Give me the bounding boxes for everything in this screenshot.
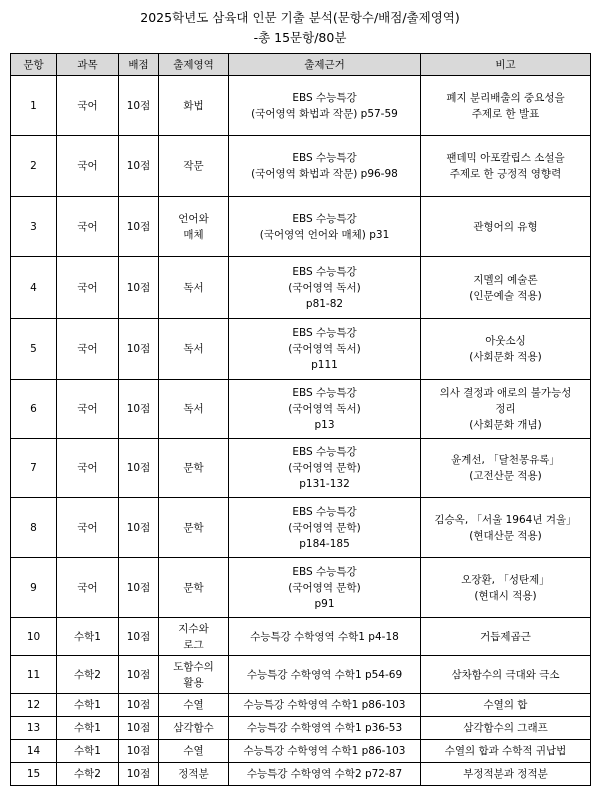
cell-subject: 국어 bbox=[57, 319, 119, 380]
table-row bbox=[11, 763, 591, 786]
cell-subject: 국어 bbox=[57, 498, 119, 558]
cell-basis: 수능특강 수학영역 수학1 p4-18 bbox=[229, 618, 421, 656]
cell-number: 15 bbox=[11, 763, 57, 786]
cell-number: 1 bbox=[11, 76, 57, 136]
cell-note: 관형어의 유형 bbox=[421, 197, 591, 257]
table-row bbox=[11, 498, 591, 558]
cell-number: 3 bbox=[11, 197, 57, 257]
cell-number: 7 bbox=[11, 439, 57, 498]
cell-area: 언어와 매체 bbox=[159, 197, 229, 257]
cell-note: 삼각함수의 그래프 bbox=[421, 717, 591, 740]
cell-number: 8 bbox=[11, 498, 57, 558]
cell-note: 삼차함수의 극대와 극소 bbox=[421, 656, 591, 694]
cell-area: 지수와 로그 bbox=[159, 618, 229, 656]
table-row bbox=[11, 197, 591, 257]
cell-subject: 국어 bbox=[57, 76, 119, 136]
cell-score: 10점 bbox=[119, 618, 159, 656]
table-row bbox=[11, 257, 591, 319]
cell-basis: EBS 수능특강 (국어영역 문학) p91 bbox=[229, 558, 421, 618]
cell-subject: 수학1 bbox=[57, 618, 119, 656]
cell-score: 10점 bbox=[119, 763, 159, 786]
cell-score: 10점 bbox=[119, 380, 159, 439]
cell-subject: 수학1 bbox=[57, 717, 119, 740]
cell-area: 수열 bbox=[159, 740, 229, 763]
cell-area: 독서 bbox=[159, 380, 229, 439]
column-header-basis: 출제근거 bbox=[229, 54, 421, 76]
cell-basis: 수능특강 수학영역 수학1 p86-103 bbox=[229, 694, 421, 717]
cell-score: 10점 bbox=[119, 694, 159, 717]
cell-area: 문학 bbox=[159, 558, 229, 618]
cell-score: 10점 bbox=[119, 439, 159, 498]
cell-subject: 수학2 bbox=[57, 656, 119, 694]
cell-basis: EBS 수능특강 (국어영역 문학) p131-132 bbox=[229, 439, 421, 498]
cell-subject: 수학1 bbox=[57, 740, 119, 763]
table-row bbox=[11, 618, 591, 656]
table-row bbox=[11, 740, 591, 763]
cell-note: 오장환, 「성탄제」 (현대시 적용) bbox=[421, 558, 591, 618]
cell-subject: 국어 bbox=[57, 197, 119, 257]
column-header-note: 비고 bbox=[421, 54, 591, 76]
cell-area: 수열 bbox=[159, 694, 229, 717]
table-row bbox=[11, 717, 591, 740]
cell-basis: 수능특강 수학영역 수학1 p36-53 bbox=[229, 717, 421, 740]
cell-area: 문학 bbox=[159, 439, 229, 498]
cell-number: 9 bbox=[11, 558, 57, 618]
page-subtitle: -총 15문항/80분 bbox=[253, 30, 347, 45]
table-row bbox=[11, 380, 591, 439]
cell-basis: 수능특강 수학영역 수학1 p54-69 bbox=[229, 656, 421, 694]
cell-number: 6 bbox=[11, 380, 57, 439]
cell-basis: 수능특강 수학영역 수학2 p72-87 bbox=[229, 763, 421, 786]
cell-subject: 국어 bbox=[57, 257, 119, 319]
cell-note: 윤계선, 「달천몽유록」 (고전산문 적용) bbox=[421, 439, 591, 498]
table-row bbox=[11, 76, 591, 136]
cell-score: 10점 bbox=[119, 656, 159, 694]
cell-area: 삼각함수 bbox=[159, 717, 229, 740]
cell-subject: 국어 bbox=[57, 380, 119, 439]
cell-score: 10점 bbox=[119, 558, 159, 618]
cell-basis: EBS 수능특강 (국어영역 문학) p184-185 bbox=[229, 498, 421, 558]
cell-basis: 수능특강 수학영역 수학1 p86-103 bbox=[229, 740, 421, 763]
cell-note: 거듭제곱근 bbox=[421, 618, 591, 656]
cell-subject: 국어 bbox=[57, 136, 119, 197]
column-header-score: 배점 bbox=[119, 54, 159, 76]
cell-subject: 수학1 bbox=[57, 694, 119, 717]
cell-note: 의사 결정과 애로의 불가능성 정리 (사회문화 개념) bbox=[421, 380, 591, 439]
cell-note: 아웃소싱 (사회문화 적용) bbox=[421, 319, 591, 380]
cell-subject: 국어 bbox=[57, 558, 119, 618]
cell-score: 10점 bbox=[119, 76, 159, 136]
cell-basis: EBS 수능특강 (국어영역 독서) p111 bbox=[229, 319, 421, 380]
cell-score: 10점 bbox=[119, 136, 159, 197]
cell-number: 14 bbox=[11, 740, 57, 763]
cell-note: 김승옥, 「서울 1964년 겨울」 (현대산문 적용) bbox=[421, 498, 591, 558]
cell-note: 수열의 합 bbox=[421, 694, 591, 717]
cell-basis: EBS 수능특강 (국어영역 언어와 매체) p31 bbox=[229, 197, 421, 257]
table-row bbox=[11, 656, 591, 694]
cell-area: 작문 bbox=[159, 136, 229, 197]
cell-basis: EBS 수능특강 (국어영역 화법과 작문) p96-98 bbox=[229, 136, 421, 197]
analysis-table bbox=[10, 53, 591, 786]
cell-number: 11 bbox=[11, 656, 57, 694]
cell-number: 13 bbox=[11, 717, 57, 740]
cell-number: 10 bbox=[11, 618, 57, 656]
cell-number: 12 bbox=[11, 694, 57, 717]
cell-note: 수열의 합과 수학적 귀납법 bbox=[421, 740, 591, 763]
cell-basis: EBS 수능특강 (국어영역 화법과 작문) p57-59 bbox=[229, 76, 421, 136]
cell-note: 폐지 분리배출의 중요성을 주제로 한 발표 bbox=[421, 76, 591, 136]
cell-score: 10점 bbox=[119, 498, 159, 558]
cell-note: 부정적분과 정적분 bbox=[421, 763, 591, 786]
column-header-number: 문항 bbox=[11, 54, 57, 76]
column-header-subject: 과목 bbox=[57, 54, 119, 76]
cell-score: 10점 bbox=[119, 740, 159, 763]
cell-subject: 수학2 bbox=[57, 763, 119, 786]
cell-area: 독서 bbox=[159, 319, 229, 380]
table-row bbox=[11, 319, 591, 380]
table-row bbox=[11, 439, 591, 498]
cell-area: 문학 bbox=[159, 498, 229, 558]
cell-area: 독서 bbox=[159, 257, 229, 319]
table-row bbox=[11, 136, 591, 197]
cell-score: 10점 bbox=[119, 257, 159, 319]
cell-subject: 국어 bbox=[57, 439, 119, 498]
cell-area: 화법 bbox=[159, 76, 229, 136]
cell-area: 도함수의 활용 bbox=[159, 656, 229, 694]
cell-score: 10점 bbox=[119, 717, 159, 740]
cell-score: 10점 bbox=[119, 319, 159, 380]
cell-area: 정적분 bbox=[159, 763, 229, 786]
cell-number: 5 bbox=[11, 319, 57, 380]
table-row bbox=[11, 694, 591, 717]
cell-basis: EBS 수능특강 (국어영역 독서) p81-82 bbox=[229, 257, 421, 319]
cell-number: 4 bbox=[11, 257, 57, 319]
page-title: 2025학년도 삼육대 인문 기출 분석(문항수/배점/출제영역) bbox=[140, 10, 460, 25]
cell-note: 지멜의 예술론 (인문예술 적용) bbox=[421, 257, 591, 319]
table-row bbox=[11, 558, 591, 618]
cell-basis: EBS 수능특강 (국어영역 독서) p13 bbox=[229, 380, 421, 439]
cell-score: 10점 bbox=[119, 197, 159, 257]
cell-number: 2 bbox=[11, 136, 57, 197]
cell-note: 팬데믹 아포칼립스 소설을 주제로 한 긍정적 영향력 bbox=[421, 136, 591, 197]
table-header-row bbox=[11, 54, 591, 76]
column-header-area: 출제영역 bbox=[159, 54, 229, 76]
